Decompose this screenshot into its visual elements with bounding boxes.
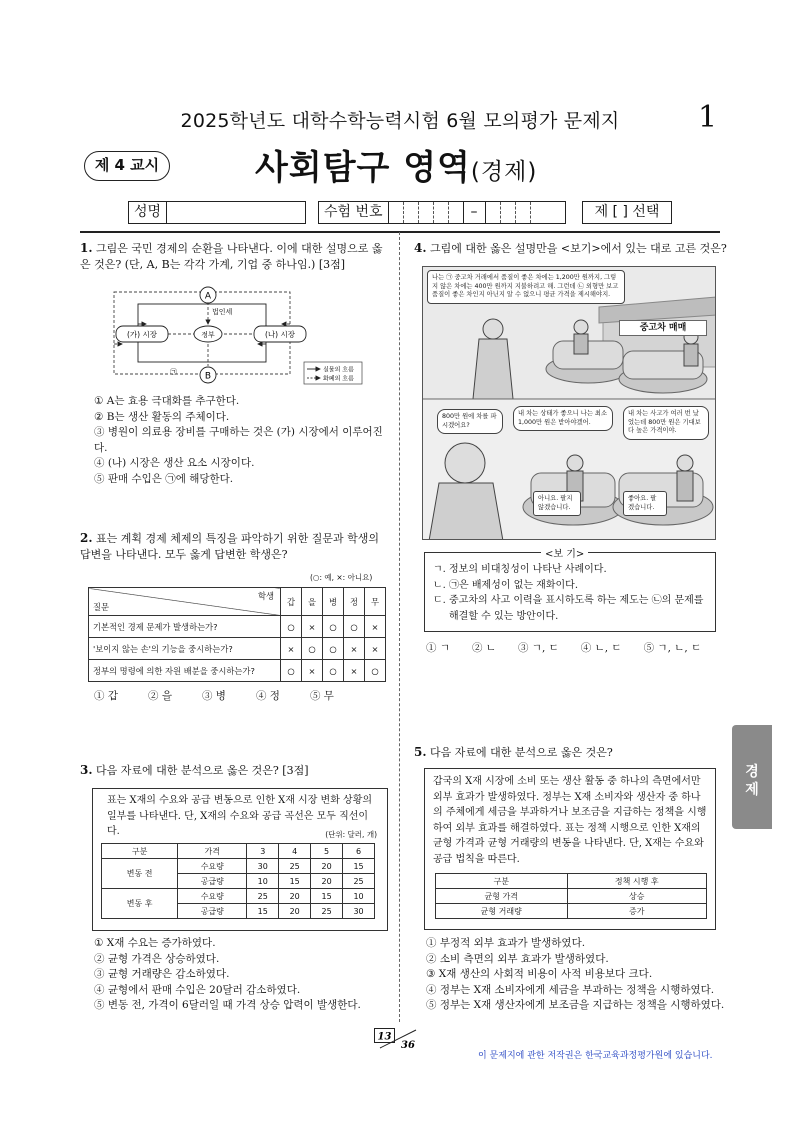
q3-after-label: 변동 후 (102, 889, 178, 919)
q3-number: 3. (80, 763, 93, 777)
q5-cell: 증가 (567, 904, 706, 919)
bubble-buyer: 800만 원에 차를 파시겠어요? (437, 409, 503, 434)
q1-option-2[interactable]: ② B는 생산 활동의 주체이다. (94, 410, 230, 423)
subject-sub: (경제) (470, 159, 538, 185)
q5-option-2[interactable]: ② 소비 측면의 외부 효과가 발생하였다. (426, 952, 609, 965)
node-a-label: A (204, 291, 212, 302)
q4-option-4[interactable]: ④ ㄴ, ㄷ (580, 642, 622, 654)
q3-option-2[interactable]: ② 균형 가격은 상승하였다. (94, 952, 220, 965)
q2-corner-bottom: 질문 (93, 602, 110, 612)
q1-option-3[interactable]: ③ 병원이 의료용 장비를 구매하는 것은 (가) 시장에서 이루어진다. (94, 426, 383, 454)
q5-cell: 균형 가격 (436, 889, 568, 904)
q3-cell: 20 (311, 859, 343, 874)
seller-2-closeup (677, 455, 693, 471)
legend-real: 실물의 흐름 (323, 366, 354, 374)
q3-cell: 25 (279, 859, 311, 874)
legend-money: 화폐의 흐름 (323, 375, 354, 383)
question-3 (80, 762, 386, 779)
q1-number: 1. (80, 241, 93, 255)
circular-flow-diagram (108, 284, 366, 390)
bogi-box (424, 549, 716, 632)
q5-data-box (424, 768, 716, 930)
q3-cell: 20 (279, 904, 311, 919)
q3-cell: 15 (247, 904, 279, 919)
q2-student-2: 을 (302, 588, 323, 616)
q3-cell: 20 (311, 874, 343, 889)
q3-cell: 15 (311, 889, 343, 904)
q5-head: 구분 (436, 874, 568, 889)
right-market-label: (나) 시장 (265, 330, 295, 339)
q3-cell: 10 (343, 889, 375, 904)
q2-cell: × (281, 638, 302, 660)
tax-label: 법인세 (212, 308, 233, 316)
q2-cell: ○ (344, 616, 365, 638)
seller-1-closeup (567, 455, 583, 471)
q3-option-1[interactable]: ① X재 수요는 증가하였다. (94, 937, 216, 949)
exam-number-dash: – (464, 202, 486, 223)
q2-option-1[interactable]: ① 갑 (94, 690, 118, 702)
page-number-badge: 1 (698, 100, 718, 135)
q4-number: 4. (414, 241, 427, 255)
q2-option-4[interactable]: ④ 정 (255, 690, 280, 702)
q3-option-3[interactable]: ③ 균형 거래량은 감소하였다. (94, 968, 230, 980)
subject-main: 사회탐구 영역 (255, 148, 471, 188)
current-page: 13 (377, 1031, 392, 1043)
q2-cell: ○ (323, 616, 344, 638)
q5-cell: 상승 (567, 889, 706, 904)
dealership-sign: 중고차 매매 (619, 320, 707, 336)
q5-option-5[interactable]: ⑤ 정부는 X재 생산자에게 보조금을 지급하는 정책을 시행하였다. (426, 999, 725, 1011)
q4-option-5[interactable]: ⑤ ㄱ, ㄴ, ㄷ (643, 642, 702, 654)
q3-cell: 수요량 (178, 889, 247, 904)
selection-label: 제 [ ] 선택 (594, 204, 660, 220)
q2-option-3[interactable]: ③ 병 (201, 690, 226, 702)
q3-cell: 30 (247, 859, 279, 874)
side-tab-label: 경제 (745, 764, 759, 798)
q5-options (426, 936, 726, 1014)
question-2 (80, 530, 386, 563)
subject-side-tab (732, 725, 772, 829)
node-gov-label: 정부 (201, 331, 215, 339)
q2-cell: ○ (281, 660, 302, 682)
woman-buyer-head (483, 319, 503, 339)
q2-cell: × (365, 616, 386, 638)
q3-cell: 15 (279, 874, 311, 889)
q5-stem: 다음 자료에 대한 분석으로 옳은 것은? (430, 746, 613, 759)
page-counter (374, 1028, 422, 1050)
q2-cell: × (302, 616, 323, 638)
q2-cell: ○ (323, 638, 344, 660)
q2-option-2[interactable]: ② 을 (147, 690, 172, 702)
q3-head: 3 (247, 844, 279, 859)
q3-cell: 수요량 (178, 859, 247, 874)
q1-option-5[interactable]: ⑤ 판매 수입은 ㉠에 해당한다. (94, 472, 234, 485)
q5-cell: 균형 거래량 (436, 904, 568, 919)
table-row (436, 904, 707, 919)
bubble-seller-1: 내 차는 상태가 좋으니 나는 최소 1,000만 원은 받아야겠어. (513, 406, 613, 431)
q3-stem: 다음 자료에 대한 분석으로 옳은 것은? [3점] (96, 764, 309, 777)
q3-head: 5 (311, 844, 343, 859)
q1-stem: 그림은 국민 경제의 순환을 나타낸다. 이에 대한 설명으로 옳은 것은? (단, A, B는 각각 가계, 기업 중 하나임.) [3점] (80, 242, 383, 271)
giyeok-label: ㉠ (170, 368, 177, 376)
reply-seller-2: 좋아요. 팔겠습니다. (623, 491, 667, 516)
seller-1 (574, 320, 588, 334)
q3-head: 구분 (102, 844, 178, 859)
q2-corner-top: 학생 (257, 591, 274, 601)
q3-cell: 10 (247, 874, 279, 889)
q2-row-3-question: 정부의 명령에 의한 자원 배분을 중시하는가? (89, 660, 281, 682)
q4-stem: 그림에 대한 옳은 설명만을 <보기>에서 있는 대로 고른 것은? (430, 242, 727, 255)
q5-option-4[interactable]: ④ 정부는 X재 소비자에게 세금을 부과하는 정책을 시행하였다. (426, 983, 715, 996)
table-row (89, 660, 386, 682)
q3-cell: 공급량 (178, 904, 247, 919)
q4-options (426, 641, 726, 657)
q3-cell: 20 (279, 889, 311, 904)
q2-cell: ○ (302, 638, 323, 660)
q2-corner-cell (89, 588, 281, 616)
q2-cell: ○ (281, 616, 302, 638)
subject-title (255, 140, 537, 189)
q3-data-box (92, 788, 388, 931)
q5-number: 5. (414, 745, 427, 759)
q2-row-1-question: 기본적인 경제 문제가 발생하는가? (89, 616, 281, 638)
q3-cell: 15 (343, 859, 375, 874)
q1-option-4[interactable]: ④ (나) 시장은 생산 요소 시장이다. (94, 457, 255, 469)
table-row (89, 638, 386, 660)
q2-note: (○: 예, ×: 아니요) (310, 573, 373, 582)
q2-stem: 표는 계획 경제 체제의 특징을 파악하기 위한 질문과 학생의 답변을 나타낸다. 모두 옳게 답변한 학생은? (80, 532, 380, 561)
q1-options (94, 394, 394, 487)
bogi-title: <보 기> (541, 545, 588, 560)
reply-seller-1: 아니요. 팔지 않겠습니다. (533, 491, 581, 516)
q2-cell: ○ (365, 660, 386, 682)
q3-option-5[interactable]: ⑤ 변동 전, 가격이 6달러일 때 가격 상승 압력이 발생한다. (94, 999, 361, 1011)
q3-box-text: 표는 X재의 수요와 공급 변동으로 인한 X재 시장 변화 상황의 일부를 나타낸다. 단, X재의 수요와 공급 곡선은 모두 직선이다. (107, 795, 373, 837)
q2-student-1: 갑 (281, 588, 302, 616)
q3-head: 4 (279, 844, 311, 859)
q4-option-2[interactable]: ② ㄴ (471, 642, 496, 654)
node-b-label: B (204, 371, 212, 382)
table-row (89, 616, 386, 638)
woman-buyer-closeup (445, 443, 485, 483)
name-label: 성명 (129, 202, 167, 223)
q3-cell: 25 (343, 874, 375, 889)
q5-option-1[interactable]: ① 부정적 외부 효과가 발생하였다. (426, 937, 586, 949)
q2-cell: × (302, 660, 323, 682)
q2-cell: × (344, 638, 365, 660)
column-divider (399, 232, 400, 1022)
q2-student-4: 정 (344, 588, 365, 616)
q3-cell: 25 (311, 904, 343, 919)
bogi-item-3: ㄷ. 중고차의 사고 이력을 표시하도록 하는 제도는 ㉡의 문제를 해결할 수 있는 방안이다. (433, 595, 704, 622)
q2-cell: × (365, 638, 386, 660)
q2-student-3: 병 (323, 588, 344, 616)
table-row (102, 859, 375, 874)
q2-option-5[interactable]: ⑤ 무 (309, 690, 334, 702)
q4-option-1[interactable]: ① ㄱ (426, 642, 450, 654)
q3-head: 6 (343, 844, 375, 859)
name-field[interactable] (128, 201, 306, 224)
table-row (102, 889, 375, 904)
q3-option-4[interactable]: ④ 균형에서 판매 수입은 20달러 감소하였다. (94, 983, 301, 996)
left-market-label: (가) 시장 (127, 330, 157, 339)
question-1 (80, 240, 386, 273)
q5-option-3[interactable]: ③ X재 생산의 사회적 비용이 사적 비용보다 크다. (426, 968, 653, 980)
table-row (436, 889, 707, 904)
q3-cell: 공급량 (178, 874, 247, 889)
q3-cell: 30 (343, 904, 375, 919)
q2-number: 2. (80, 531, 93, 545)
bubble-top: 나는 ㉠ 중고차 거래에서 품질이 좋은 차에는 1,200만 원까지, 그렇지 않은 차에는 400만 원까지 지불하려고 해. 그런데 ㉡ 외형만 보고 품질이 좋은 차인지 아닌지 알 수 없으니 평균 가격을 제시해야지. (427, 270, 625, 304)
q2-table (88, 587, 386, 682)
question-5 (414, 744, 734, 761)
q3-options (94, 936, 394, 1014)
q5-box-text: 갑국의 X재 시장에 소비 또는 생산 활동 중 하나의 측면에서만 외부 효과가 발생하였다. 정부는 X재 소비자와 생산자 중 하나의 주체에게 세금을 부과하거나 보조금을 지급하는 정책을 시행하여 외부 효과를 해결하였다. 표는 정책 시행으로 인한 X재의 균형 가격과 균형 거래량의 변동을 나타낸다. 단, X재는 수요와 공급 법칙을 따른다. (433, 776, 707, 865)
used-car-cartoon (422, 266, 716, 540)
header-rule (80, 231, 720, 233)
q2-student-5: 무 (365, 588, 386, 616)
q5-table (435, 873, 707, 919)
exam-number-field[interactable] (318, 201, 566, 224)
exam-title: 2025학년도 대학수학능력시험 6월 모의평가 문제지 (180, 110, 620, 132)
q3-head: 가격 (178, 844, 247, 859)
q5-head: 정책 시행 후 (567, 874, 706, 889)
q3-before-label: 변동 전 (102, 859, 178, 889)
q3-unit: (단위: 달러, 개) (325, 830, 377, 839)
copyright-notice: 이 문제지에 관한 저작권은 한국교육과정평가원에 있습니다. (478, 1051, 713, 1061)
q2-row-2-question: '보이지 않는 손'의 기능을 중시하는가? (89, 638, 281, 660)
bogi-item-2: ㄴ. ㉠은 배제성이 없는 재화이다. (433, 579, 578, 591)
q3-table (101, 843, 375, 919)
bogi-list (433, 562, 711, 624)
exam-number-label: 수험 번호 (319, 202, 389, 223)
question-4 (414, 240, 734, 257)
period-badge: 제 4 교시 (84, 151, 170, 181)
q4-option-3[interactable]: ③ ㄱ, ㄷ (517, 642, 559, 654)
q2-options (94, 689, 394, 705)
q3-cell: 25 (247, 889, 279, 904)
q2-cell: × (344, 660, 365, 682)
q1-option-1[interactable]: ① A는 효용 극대화를 추구한다. (94, 395, 240, 407)
q2-cell: ○ (323, 660, 344, 682)
bubble-seller-2: 내 차는 사고가 여러 번 났었는데 800만 원은 기대보다 높은 가격이야. (623, 406, 709, 440)
selection-field[interactable] (582, 201, 672, 224)
total-pages: 36 (401, 1040, 415, 1050)
bogi-item-1: ㄱ. 정보의 비대칭성이 나타난 사례이다. (433, 564, 607, 575)
